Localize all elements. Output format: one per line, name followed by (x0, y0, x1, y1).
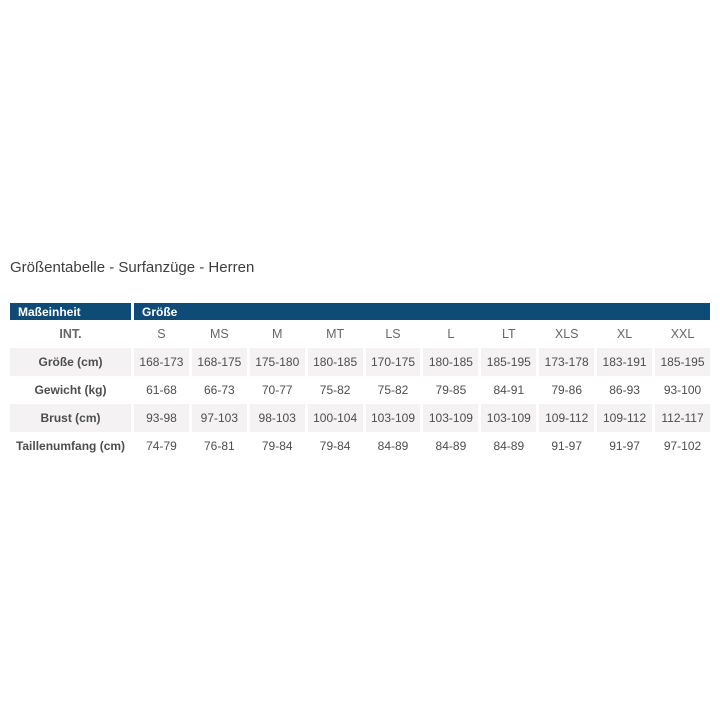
table-cell: 79-84 (261, 439, 293, 453)
table-cell: 175-180 (250, 348, 305, 376)
table-cell: 84-91 (493, 383, 525, 397)
row-label: Brust (cm) (10, 404, 131, 432)
table-cell: 109-112 (597, 404, 652, 432)
table-cell: 100-104 (308, 404, 363, 432)
table-cell: 86-93 (609, 383, 640, 397)
table-cell: 93-100 (663, 383, 702, 397)
table-cell: 76-81 (203, 439, 235, 453)
table-cell: 103-109 (366, 404, 421, 432)
int-row-label: INT. (59, 327, 82, 341)
table-cell: 84-89 (435, 439, 467, 453)
size-header-cell: LT (501, 327, 516, 341)
row-label: Gewicht (kg) (34, 383, 107, 397)
table-cell: 109-112 (539, 404, 594, 432)
size-header-cell: XL (616, 327, 633, 341)
table-cell: 79-85 (435, 383, 467, 397)
header-cell-measure: Maßeinheit (10, 303, 131, 320)
table-cell: 66-73 (203, 383, 235, 397)
size-header-cell: XLS (554, 327, 579, 341)
sizes-row (10, 320, 710, 348)
row-label: Größe (cm) (10, 348, 131, 376)
table-cell: 168-175 (192, 348, 247, 376)
table-cell: 185-195 (655, 348, 710, 376)
table-cell: 84-89 (377, 439, 409, 453)
table-cell: 170-175 (366, 348, 421, 376)
table-cell: 168-173 (134, 348, 189, 376)
table-cell: 70-77 (261, 383, 293, 397)
table-cell: 185-195 (481, 348, 536, 376)
table-cell: 91-97 (551, 439, 583, 453)
table-cell: 75-82 (319, 383, 351, 397)
table-row (10, 432, 710, 460)
table-cell: 93-98 (134, 404, 189, 432)
header-cell-size: Größe (134, 303, 710, 320)
page-title: Größentabelle - Surfanzüge - Herren (10, 259, 255, 276)
table-cell: 97-103 (192, 404, 247, 432)
size-header-cell: MT (326, 327, 345, 341)
table-cell: 180-185 (308, 348, 363, 376)
table-cell: 97-102 (663, 439, 702, 453)
table-header-row (10, 303, 710, 320)
table-cell: 98-103 (250, 404, 305, 432)
table-cell: 84-89 (493, 439, 525, 453)
table-cell: 75-82 (377, 383, 409, 397)
table-cell: 180-185 (423, 348, 478, 376)
table-cell: 173-178 (539, 348, 594, 376)
table-cell: 79-84 (319, 439, 351, 453)
table-row (10, 376, 710, 404)
row-label: Taillenumfang (cm) (15, 439, 126, 453)
table-cell: 103-109 (481, 404, 536, 432)
table-cell: 112-117 (655, 404, 710, 432)
size-header-cell: LS (385, 327, 401, 341)
size-header-cell: S (157, 327, 166, 341)
size-chart-table (7, 303, 713, 460)
size-header-cell: MS (209, 327, 229, 341)
table-cell: 183-191 (597, 348, 652, 376)
table-cell: 79-86 (551, 383, 583, 397)
table-row (10, 348, 710, 376)
size-header-cell: L (447, 327, 455, 341)
table-cell: 103-109 (423, 404, 478, 432)
table-cell: 74-79 (146, 439, 177, 453)
table-row (10, 404, 710, 432)
table-cell: 61-68 (146, 383, 177, 397)
size-header-cell: XXL (670, 327, 695, 341)
size-header-cell: M (272, 327, 283, 341)
table-cell: 91-97 (609, 439, 640, 453)
